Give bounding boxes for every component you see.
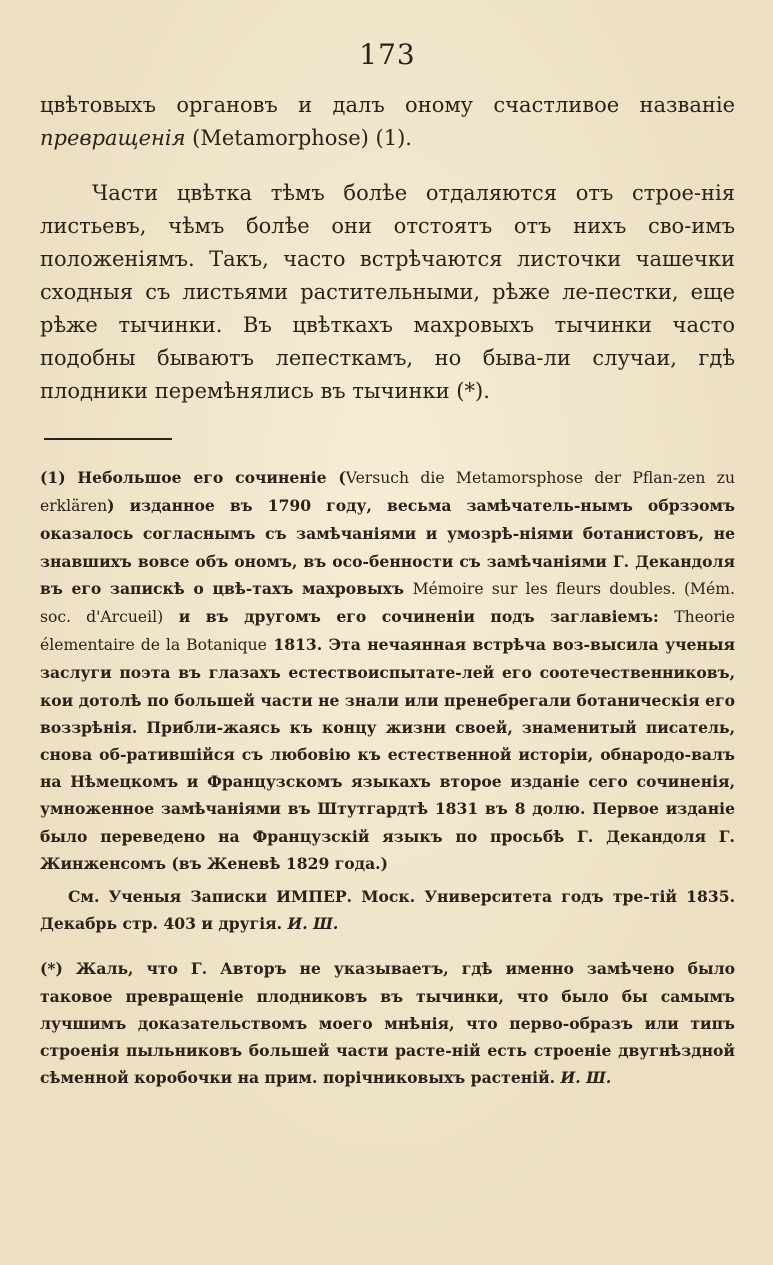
paragraph-2: Части цвѣтка тѣмъ болѣе отдаляются отъ строе-нія листьевъ, чѣмъ болѣе они отстоятъ отъ нихъ сво-имъ положеніямъ. Такъ, часто встрѣчаются листочки чашечки сходныя съ листьями растительными, рѣже ле-пестки, еще рѣже тычинки. Въ цвѣткахъ махровыхъ тычинки часто подобны бываютъ лепесткамъ, но быва-ли случаи, гдѣ плодники перемѣнялись въ тычинки (*). (40, 181, 735, 403)
page-number: 173 (359, 38, 416, 71)
paragraph-1: цвѣтовыхъ органовъ и далъ оному счастливое названіе превращенія (Metamorphose) (1). (40, 93, 735, 150)
source-signature: И. Ш. (287, 914, 339, 934)
main-text (40, 89, 735, 408)
footnote-1-marker: (1) (40, 468, 66, 487)
footnote-2-marker: (*) (40, 959, 63, 979)
footnote-source: См. Ученыя Записки ИМПЕР. Моск. Университета годъ тре-тій 1835. Декабрь стр. 403 и другія. И. Ш. (40, 887, 735, 934)
italic-term: превращенія (40, 126, 186, 150)
footnotes (40, 464, 735, 1091)
footnote-2-signature: И. Ш. (560, 1068, 612, 1088)
footnote-1-theorie: Theorie élementaire de la Botanique (40, 608, 735, 655)
footnote-divider (44, 438, 172, 440)
footnote-1: (1) Небольшое его сочиненіе (Versuch die Metamorsphose der Pflan-zen zu erklären) изданное въ 1790 году, весьма замѣчатель-нымъ обрзэомъ оказалось согласнымъ съ замѣчаніями и умозрѣ-ніями ботанистовъ, не знавшихъ вовсе объ ономъ, въ осо-бенности съ замѣчаніями Г. Декандоля въ его запискѣ о цвѣ-тахъ махровыхъ Mémoire sur les fleurs doubles. (Mém. soc. d'Arcueil) и въ другомъ его сочиненіи подъ заглавіемъ: Theorie élementaire de la Botanique 1813. Эта нечаянная встрѣча воз-высила ученыя заслуги поэта въ глазахъ естествоиспытате-лей его соотечественниковъ, кои дотолѣ по большей части не знали или пренебрегали ботаническія его воззрѣнія. Прибли-жаясь къ концу жизни своей, знаменитый писатель, снова об-ратившійся съ любовію къ естественной исторіи, обнародо-валъ на Нѣмецкомъ и Французскомъ языкахъ второе изданіе сего сочиненія, умноженное замѣчаніями въ Штутгардтѣ 1831 въ 8 долю. Первое изданіе было переведено на Французскій языкъ по просьбѣ Г. Декандоля Г. Жинженсомъ (въ Женевѣ 1829 года.) (40, 468, 735, 873)
footnote-2: (*) Жаль, что Г. Авторъ не указываетъ, гдѣ именно замѣчено было таковое превращеніе плодниковъ въ тычинки, что было бы самымъ лучшимъ доказательствомъ моего мнѣнія, что перво-образъ или типъ строенія пыльниковъ большей части расте-ній есть строеніе двугнѣздной сѣменной коробочки на прим. порічниковыхъ растеній. И. Ш. (40, 959, 735, 1088)
footnote-1-latin-title: Versuch die Metamorsphose der Pflan-zen zu erklären (40, 469, 735, 516)
footnote-1-memoire: Mémoire sur les fleurs doubles. (Mém. soc. d'Arcueil) (40, 579, 735, 627)
